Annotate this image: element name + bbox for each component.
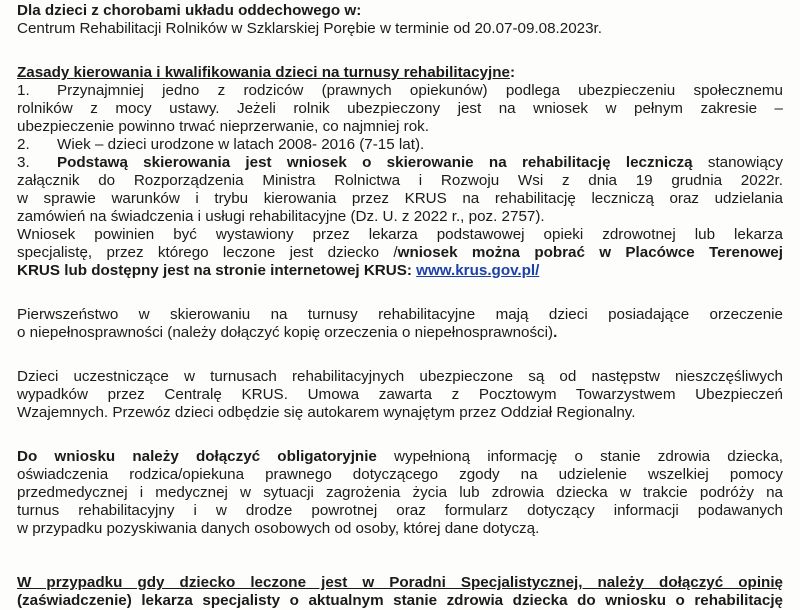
item-text: Przynajmniej jedno z rodziców (prawnych opiekunów) podlega ubezpieczeniu społecznemu: [57, 82, 783, 99]
insurance-line2: wypadków przez Centralę KRUS. Umowa zawarta z Pocztowym Towarzystwem Ubezpieczeń: [17, 386, 783, 403]
rules-item1-line3: ubezpieczenie powinno trwać nieprzerwanie, co najmniej rok.: [17, 118, 429, 135]
rules-heading: [17, 64, 783, 82]
rules-item3-line1: [17, 154, 783, 172]
insurance-line1: Dzieci uczestniczące w turnusach rehabilitacyjnych ubezpieczone są od następstw nieszczęśliwych: [17, 368, 783, 385]
rules-item1-line1: [17, 82, 783, 100]
attachments-line5: w przypadku pozyskiwania danych osobowych od osoby, której dane dotyczą.: [17, 520, 540, 537]
priority-text: o niepełnosprawności (należy dołączyć kopię orzeczenia o niepełnosprawności): [17, 324, 554, 341]
rules-item3-line2: załącznik do Rozporządzenia Ministra Rolnictwa i Rozwoju Wsi z dnia 19 grudnia 2022r.: [17, 172, 783, 189]
rules-item3-line5: Wniosek powinien być wystawiony przez lekarza podstawowej opieki zdrowotnej lub lekarza: [17, 226, 783, 243]
insurance-line3: Wzajemnych. Przewóz dzieci odbędzie się autokarem wynajętym przez Oddział Regionalny.: [17, 404, 636, 421]
item-text-bold: Podstawą skierowania jest wniosek o skierowanie na rehabilitację leczniczą: [57, 154, 693, 171]
header-title: Dla dzieci z chorobami układu oddechowego w:: [17, 2, 362, 19]
krus-website-link[interactable]: www.krus.gov.pl/: [416, 262, 540, 279]
attachments-line1: [17, 448, 783, 466]
rules-heading-text: Zasady kierowania i kwalifikowania dzieci na turnusy rehabilitacyjne: [17, 64, 510, 81]
item-text: specjalistę, przez którego leczone jest dziecko /: [17, 244, 398, 261]
item-text: stanowiący: [692, 154, 783, 171]
item-text-bold: wniosek można pobrać w Placówce Terenowej: [397, 244, 783, 261]
attachments-line4: turnus rehabilitacyjny i w drodze powrotnej oraz formularz dotyczący informacji podawanych: [17, 502, 783, 519]
rules-item1-line2: rolników z mocy ustawy. Jeżeli rolnik ubezpieczony jest na wniosek w pełnym zakresie –: [17, 100, 783, 117]
item-text: Wiek – dzieci urodzone w latach 2008- 2016 (7-15 lat).: [57, 136, 425, 153]
item-number: 3.: [17, 154, 30, 171]
attachments-text-bold: Do wniosku należy dołączyć obligatoryjnie: [17, 448, 377, 465]
specialist-line2: (zaświadczenie) lekarza specjalisty o aktualnym stanie zdrowia dziecka do wniosku o rehabilitację: [17, 592, 783, 609]
item-number: 1.: [17, 82, 30, 99]
rules-item3-line4: zamówień na świadczenia i usługi rehabilitacyjne (Dz. U. z 2022 r., poz. 2757).: [17, 208, 545, 225]
priority-line2: [17, 324, 783, 342]
rules-item2: [17, 136, 783, 154]
item-number: 2.: [17, 136, 30, 153]
specialist-line2-clip: [17, 592, 783, 609]
specialist-line1: W przypadku gdy dziecko leczone jest w Poradni Specjalistycznej, należy dołączyć opinię: [17, 574, 783, 591]
priority-period: .: [553, 324, 558, 341]
rules-item3-line6: [17, 244, 783, 262]
rules-item3-line7: [17, 262, 783, 280]
priority-line1: Pierwszeństwo w skierowaniu na turnusy rehabilitacyjne mają dzieci posiadające orzeczenie: [17, 306, 783, 323]
item-text-bold: KRUS lub dostępny jest na stronie internetowej KRUS:: [17, 262, 417, 279]
attachments-line2: oświadczenia rodzica/opiekuna prawnego dotyczącego zgody na udzielenie wszelkiej pomocy: [17, 466, 783, 483]
attachments-line3: przedmedycznej i medycznej w sytuacji zagrożenia życia lub zdrowia dziecka w trakcie podróży na: [17, 484, 783, 501]
rules-item3-line3: w sprawie warunków i trybu kierowania przez KRUS na rehabilitację leczniczą oraz udzielania: [17, 190, 783, 207]
rules-heading-colon: :: [509, 64, 515, 81]
attachments-text: wypełnioną informację o stanie zdrowia dziecka,: [376, 448, 783, 465]
header-centre: Centrum Rehabilitacji Rolników w Szklarskiej Porębie w terminie od 20.07-09.08.2023r.: [17, 20, 602, 37]
